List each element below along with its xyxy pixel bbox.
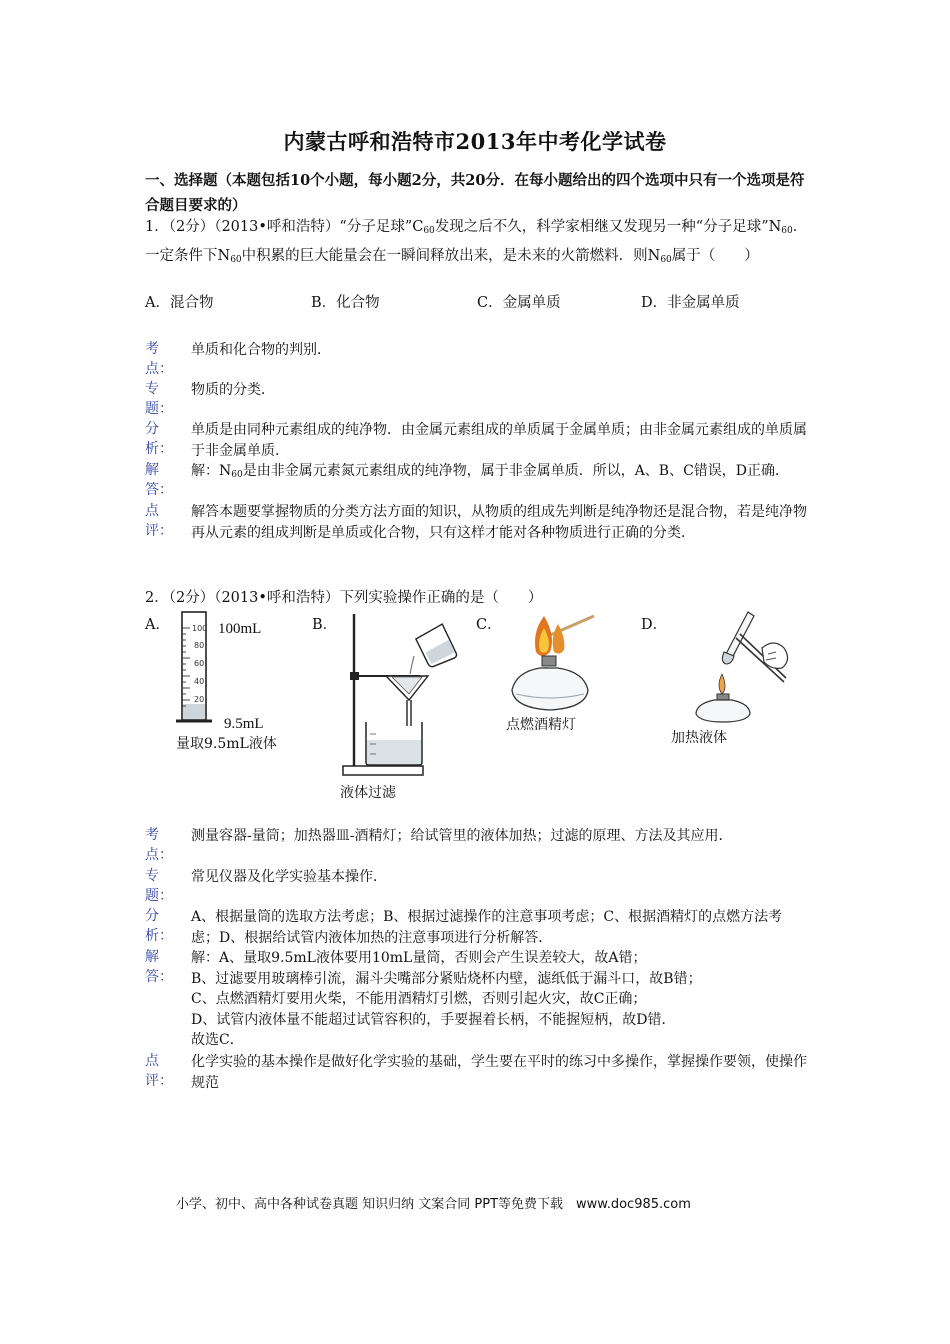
page-title: 内蒙古呼和浩特市2013年中考化学试卷 (283, 129, 667, 154)
jieda-line: C、点燃酒精灯要用火柴，不能用酒精灯引燃，否则引起火灾，故C正确； (191, 991, 647, 1007)
alcohol-lamp-figure (500, 608, 610, 718)
jieda-line: 解：A、量取9.5mL液体要用10mL量筒，否则会产生误差较大，故A错； (191, 950, 647, 966)
dianping-text: 化学实验的基本操作是做好化学实验的基础，学生要在平时的练习中多操作，掌握操作要领，使操作规范 (191, 1054, 807, 1091)
filtration-figure (328, 608, 468, 780)
kaodian-text: 测量容器-量筒；加热器皿-酒精灯；给试管里的液体加热；过滤的原理、方法及其应用． (191, 828, 733, 844)
kaodian-label: 考点： (145, 827, 173, 863)
caption-a: 量取9.5mL液体 (176, 736, 277, 752)
option-c-letter: C． (476, 617, 502, 633)
heating-liquid-figure (664, 608, 804, 726)
fenxi-row (145, 420, 810, 461)
graduated-cylinder-figure (168, 608, 298, 733)
option-c: C．金属单质 (477, 295, 561, 311)
option-a: A．混合物 (145, 295, 214, 311)
zhuanti-text: 常见仪器及化学实验基本操作． (191, 869, 387, 885)
option-d: D．非金属单质 (641, 295, 740, 311)
cylinder-capacity-label: 100mL (218, 621, 262, 637)
question-1-stem: 1．（2分）（2013•呼和浩特）“分子足球$”C_{60}$发现之后不久，科学家相继又发现另一种“分子足球$”N_{60}$．一定条件下$N_{60}$中积累的巨大能量会在一瞬间释放出来，是未来的火箭燃料．则$N_{60}$属于（ ） (145, 219, 808, 265)
fenxi-text: 单质是由同种元素组成的纯净物．由金属元素组成的单质属于金属单质；由非金属元素组成的单质属于非金属单质． (191, 422, 807, 459)
tick-20: 20 (194, 695, 205, 704)
kaodian-label: 考点： (145, 341, 173, 377)
jieda-row (145, 461, 810, 502)
dianping-text: 解答本题要掌握物质的分类方法方面的知识，从物质的组成先判断是纯净物还是混合物，若是纯净物再从元素的组成判断是单质或化合物，只有这样才能对各种物质进行正确的分类． (191, 504, 807, 541)
zhuanti-text: 物质的分类． (191, 382, 275, 398)
question-2-analysis (145, 826, 810, 1094)
jieda-text (191, 948, 810, 1051)
zhuanti-label: 专题： (145, 868, 173, 904)
zhuanti-row (145, 867, 810, 907)
jieda-label: 解答： (145, 949, 173, 985)
fenxi-label: 分析： (145, 908, 173, 944)
fenxi-row (145, 907, 810, 948)
fenxi-text: A、根据量筒的选取方法考虑；B、根据过滤操作的注意事项考虑；C、根据酒精灯的点燃方法考虑；D、根据给试管内液体加热的注意事项进行分析解答． (191, 909, 783, 946)
option-a-letter: A． (145, 617, 170, 633)
option-d-letter: D． (641, 617, 668, 633)
caption-d: 加热液体 (671, 730, 727, 746)
kaodian-row (145, 826, 810, 867)
tick-60: 60 (194, 659, 205, 668)
section-heading: 一、选择题（本题包括10个小题，每小题2分，共20分．在每小题给出的四个选项中只有一个选项是符合题目要求的） (145, 172, 805, 214)
jieda-text: 解：$N_{60}$是由非金属元素氮元素组成的纯净物，属于非金属单质．所以，A、B、C错误，D正确． (191, 463, 790, 480)
tick-100: 100 (192, 624, 208, 633)
dianping-row (145, 1052, 810, 1094)
caption-c: 点燃酒精灯 (506, 717, 576, 733)
caption-b: 液体过滤 (340, 785, 396, 801)
kaodian-text: 单质和化合物的判别． (191, 342, 331, 358)
question-1-analysis (145, 340, 810, 564)
page-footer: 小学、初中、高中各种试卷真题 知识归纳 文案合同 PPT等免费下载 www.doc985.com (176, 1197, 691, 1212)
zhuanti-label: 专题： (145, 381, 173, 417)
jieda-label: 解答： (145, 462, 173, 498)
jieda-line: D、试管内液体量不能超过试管容积的，手要握着长柄，不能握短柄，故D错． (191, 1011, 676, 1028)
option-b: B．化合物 (311, 295, 380, 311)
zhuanti-row (145, 380, 810, 420)
fenxi-label: 分析： (145, 421, 173, 457)
cylinder-volume-label: 9.5mL (224, 716, 264, 732)
dianping-row (145, 502, 810, 564)
tick-80: 80 (194, 641, 205, 650)
question-2-stem: 2．（2分）（2013•呼和浩特）下列实验操作正确的是（ ） (145, 590, 543, 606)
jieda-row (145, 948, 810, 1052)
kaodian-row (145, 340, 810, 380)
dianping-label: 点评： (145, 1053, 173, 1089)
jieda-line: 故选C． (191, 1032, 244, 1048)
option-b-letter: B． (312, 617, 338, 633)
tick-40: 40 (194, 677, 205, 686)
dianping-label: 点评： (145, 503, 173, 539)
jieda-line: B、过滤要用玻璃棒引流，漏斗尖嘴部分紧贴烧杯内壁，滤纸低于漏斗口，故B错； (191, 970, 702, 987)
